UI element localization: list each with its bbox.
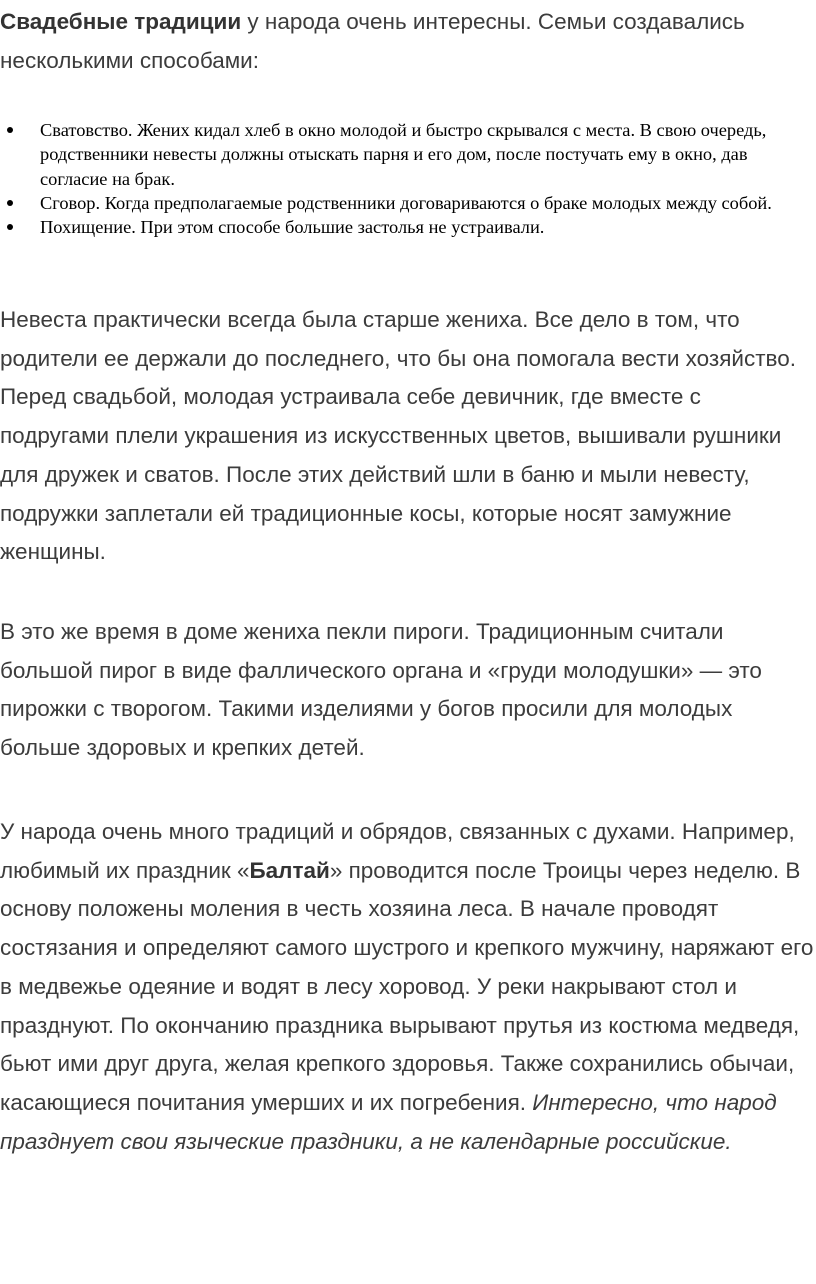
intro-bold-term: Свадебные традиции — [0, 9, 242, 34]
traditions-paragraph — [0, 813, 816, 1161]
bullet-icon — [7, 224, 13, 230]
list-item — [0, 215, 816, 239]
pies-paragraph: В это же время в доме жениха пекли пироги. Традиционным считали большой пирог в виде фаллического органа и «груди молодушки» — это пирожки с творогом. Такими изделиями у богов просили для молодых больше здоровых и крепких детей. — [0, 619, 762, 761]
list-item-text: Похищение. При этом способе большие застолья не устраивали. — [40, 217, 545, 238]
list-item-text: Сговор. Когда предполагаемые родственники договариваются о браке молодых между собой. — [40, 192, 772, 213]
traditions-text-end: » проводится после Троицы через неделю. В основу положены моления в честь хозяина леса. В начале проводят состязания и определяют самого шустрого и крепкого мужчину, наряжают его в медвежье одеяние и водят в лесу хоровод. У реки накрывают стол и празднуют. По окончанию праздника вырывают прутья из костюма медведя, бьют ими друг друга, желая крепкого здоровья. Также сохранились обычаи, касающиеся почитания умерших и их погребения. — [0, 857, 814, 1115]
traditions-text-start: У народа очень много традиций и обрядов, связанных с духами. Например, любимый их праздник « — [0, 819, 795, 883]
bullet-icon — [7, 200, 13, 206]
italic-remark: Интересно, что народ празднует свои языческие праздники, а не календарные российские. — [0, 1089, 777, 1154]
list-item-text: Сватовство. Жених кидал хлеб в окно молодой и быстро скрывался с места. В свою очередь, родственники невесты должны отыскать парня и его дом, после постучать ему в окно, дав согласие на брак. — [40, 120, 767, 189]
holiday-name: Балтай — [249, 857, 330, 883]
bride-paragraph: Невеста практически всегда была старше жениха. Все дело в том, что родители ее держали до последнего, что бы она помогала вести хозяйство. Перед свадьбой, молодая устраивала себе девичник, где вместе с подругами плели украшения из искусственных цветов, вышивали рушники для дружек и сватов. После этих действий шли в баню и мыли невесту, подружки заплетали ей традиционные косы, которые носят замужние женщины. — [0, 307, 797, 565]
list-item — [0, 191, 816, 215]
intro-paragraph — [0, 3, 816, 80]
intro-text: у народа очень интересны. Семьи создавались несколькими способами: — [0, 9, 745, 73]
list-item — [0, 118, 816, 191]
marriage-methods-list — [0, 118, 816, 239]
bullet-icon — [7, 127, 13, 133]
